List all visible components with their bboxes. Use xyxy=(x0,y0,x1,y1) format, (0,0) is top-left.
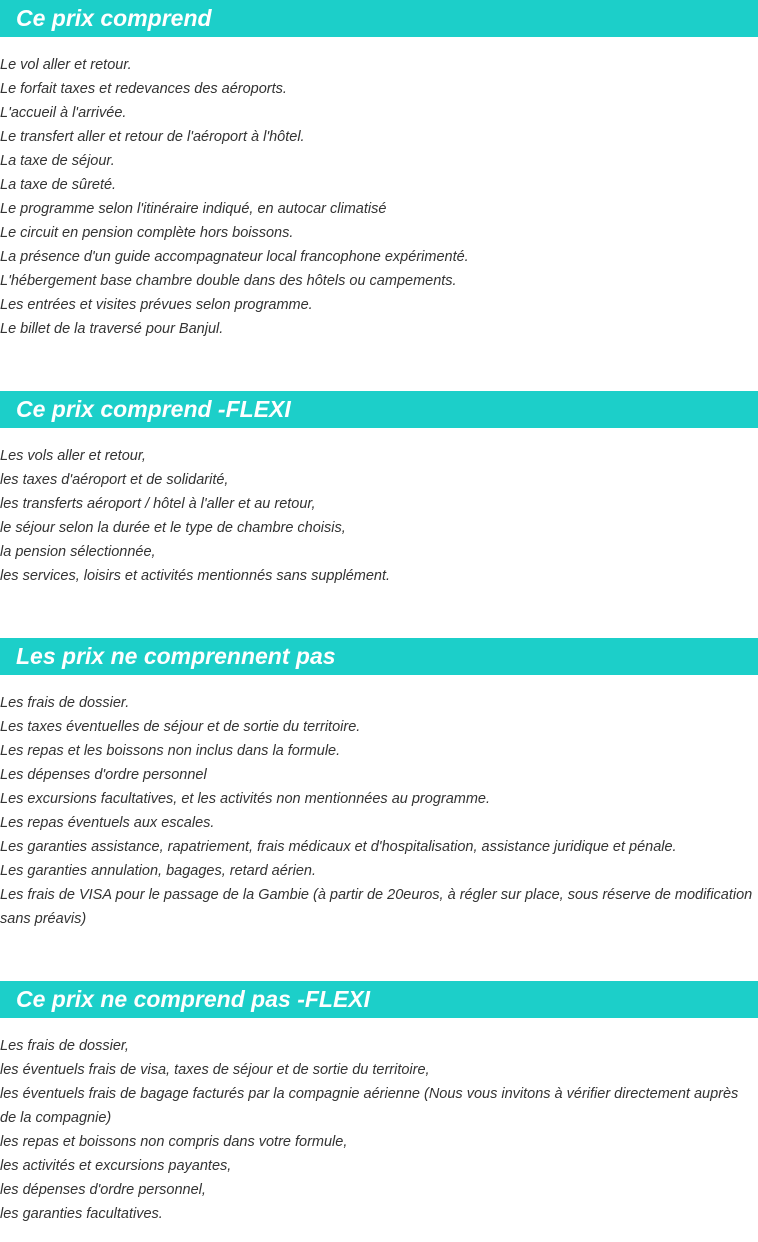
list-item: les activités et excursions payantes, xyxy=(0,1158,232,1174)
section-price-excludes xyxy=(0,638,758,931)
section-spacer xyxy=(0,588,758,638)
includes-list xyxy=(0,53,758,341)
list-item: Les garanties annulation, bagages, retard aérien. xyxy=(0,863,316,879)
list-item: L'accueil à l'arrivée. xyxy=(0,105,127,121)
section-title: Ce prix ne comprend pas -FLEXI xyxy=(16,986,371,1012)
includes-flexi-list xyxy=(0,444,758,588)
list-item: Le billet de la traversé pour Banjul. xyxy=(0,321,224,337)
list-item: les transferts aéroport / hôtel à l'aller et au retour, xyxy=(0,496,316,512)
list-item: Les repas éventuels aux escales. xyxy=(0,815,215,831)
list-item: Les dépenses d'ordre personnel xyxy=(0,767,207,783)
list-item: les repas et boissons non compris dans votre formule, xyxy=(0,1134,348,1150)
list-item: la pension sélectionnée, xyxy=(0,544,156,560)
list-item: Les taxes éventuelles de séjour et de sortie du territoire. xyxy=(0,719,361,735)
list-item: L'hébergement base chambre double dans des hôtels ou campements. xyxy=(0,273,457,289)
list-item: Les frais de VISA pour le passage de la Gambie (à partir de 20euros, à régler sur place, sous réserve de modification sans préavis) xyxy=(0,887,753,927)
section-price-includes-flexi xyxy=(0,391,758,588)
section-title: Ce prix comprend xyxy=(16,5,212,31)
list-item: Le forfait taxes et redevances des aéroports. xyxy=(0,81,287,97)
list-item: Les repas et les boissons non inclus dans la formule. xyxy=(0,743,341,759)
list-item: Le transfert aller et retour de l'aéroport à l'hôtel. xyxy=(0,129,305,145)
section-title: Ce prix comprend -FLEXI xyxy=(16,396,291,422)
list-item: Les entrées et visites prévues selon programme. xyxy=(0,297,313,313)
list-item: La taxe de sûreté. xyxy=(0,177,117,193)
list-item: Le vol aller et retour. xyxy=(0,57,132,73)
section-price-excludes-flexi xyxy=(0,981,758,1226)
list-item: Les excursions facultatives, et les activités non mentionnées au programme. xyxy=(0,791,491,807)
section-title: Les prix ne comprennent pas xyxy=(16,643,336,669)
list-item: Les frais de dossier, xyxy=(0,1038,129,1054)
list-item: Les vols aller et retour, xyxy=(0,448,146,464)
section-header xyxy=(0,0,758,37)
section-spacer xyxy=(0,931,758,981)
list-item: Les garanties assistance, rapatriement, frais médicaux et d'hospitalisation, assistance juridique et pénale. xyxy=(0,839,677,855)
section-price-includes xyxy=(0,0,758,341)
list-item: les services, loisirs et activités mentionnés sans supplément. xyxy=(0,568,391,584)
list-item: les dépenses d'ordre personnel, xyxy=(0,1182,206,1198)
list-item: les taxes d'aéroport et de solidarité, xyxy=(0,472,229,488)
list-item: le séjour selon la durée et le type de chambre choisis, xyxy=(0,520,346,536)
list-item: les éventuels frais de visa, taxes de séjour et de sortie du territoire, xyxy=(0,1062,430,1078)
list-item: La présence d'un guide accompagnateur local francophone expérimenté. xyxy=(0,249,469,265)
section-header xyxy=(0,391,758,428)
list-item: les éventuels frais de bagage facturés par la compagnie aérienne (Nous vous invitons à vérifier directement auprès de la compagnie) xyxy=(0,1086,739,1126)
list-item: La taxe de séjour. xyxy=(0,153,115,169)
list-item: les garanties facultatives. xyxy=(0,1206,163,1222)
section-spacer xyxy=(0,341,758,391)
excludes-list xyxy=(0,691,758,931)
list-item: Le programme selon l'itinéraire indiqué, en autocar climatisé xyxy=(0,201,387,217)
excludes-flexi-list xyxy=(0,1034,758,1226)
list-item: Le circuit en pension complète hors boissons. xyxy=(0,225,294,241)
section-header xyxy=(0,638,758,675)
section-header xyxy=(0,981,758,1018)
list-item: Les frais de dossier. xyxy=(0,695,130,711)
